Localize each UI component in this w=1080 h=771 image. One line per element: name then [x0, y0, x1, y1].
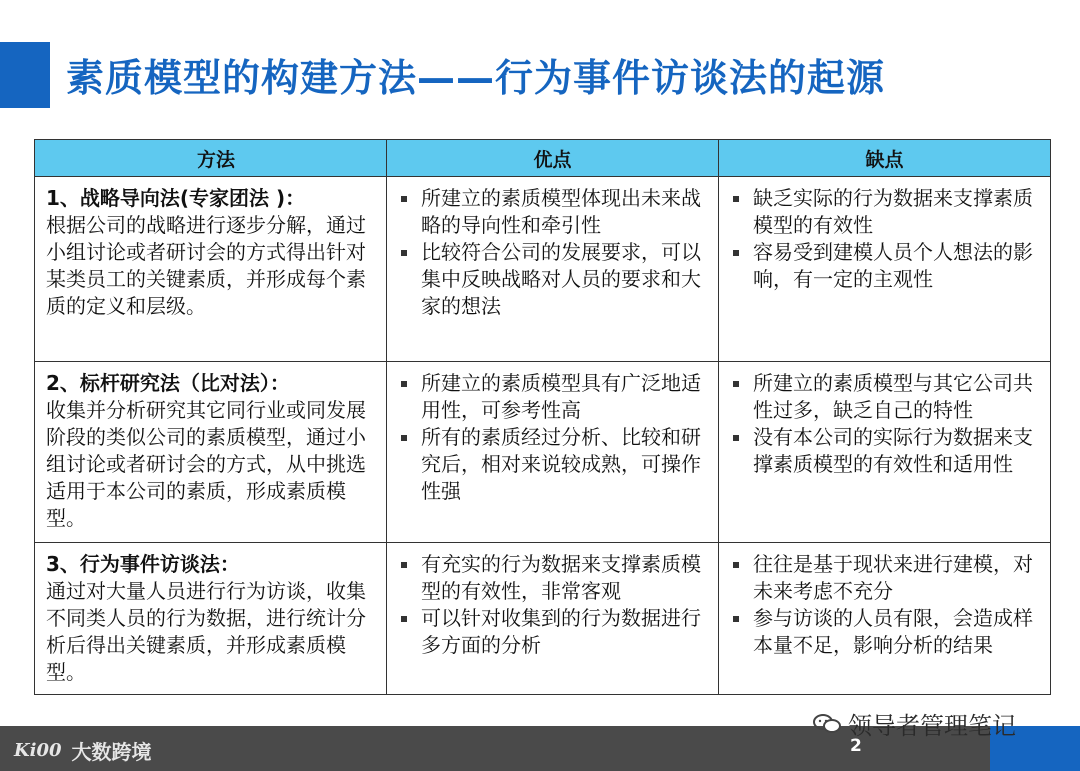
list-item: 容易受到建模人员个人想法的影响，有一定的主观性 [731, 239, 1038, 293]
cons-cell [719, 543, 1051, 695]
list-item: 比较符合公司的发展要求，可以集中反映战略对人员的要求和大家的想法 [399, 239, 706, 320]
list-item: 所建立的素质模型与其它公司共性过多，缺乏自己的特性 [731, 370, 1038, 424]
method-cell [35, 177, 387, 362]
title-accent-bar [0, 42, 50, 108]
page-number: 2 [850, 736, 862, 756]
method-title: 3、行为事件访谈法： [46, 552, 240, 576]
brand-name: 大数跨境 [71, 739, 152, 764]
pros-cell [387, 362, 719, 543]
list-item: 可以针对收集到的行为数据进行多方面的分析 [399, 605, 706, 659]
table-header-row [35, 140, 1051, 177]
list-item: 没有本公司的实际行为数据来支撑素质模型的有效性和适用性 [731, 424, 1038, 478]
list-item: 有充实的行为数据来支撑素质模型的有效性，非常客观 [399, 551, 706, 605]
method-cell [35, 362, 387, 543]
method-description: 根据公司的战略进行逐步分解，通过小组讨论或者研讨会的方式得出针对某类员工的关键素质，并形成每个素质的定义和层级。 [46, 213, 366, 318]
list-item: 参与访谈的人员有限，会造成样本量不足，影响分析的结果 [731, 605, 1038, 659]
cons-cell [719, 362, 1051, 543]
method-title: 1、战略导向法(专家团法 )： [46, 186, 306, 210]
list-item: 所建立的素质模型体现出未来战略的导向性和牵引性 [399, 185, 706, 239]
brand [14, 736, 152, 764]
method-description: 收集并分析研究其它同行业或同发展阶段的类似公司的素质模型，通过小组讨论或者研讨会的方式，从中挑选适用于本公司的素质，形成素质模型。 [46, 398, 366, 530]
method-title: 2、标杆研究法（比对法）： [46, 371, 290, 395]
wechat-icon [812, 713, 842, 735]
watermark-text: 领导者管理笔记 [848, 712, 1016, 740]
list-item: 往往是基于现状来进行建模，对未来考虑不充分 [731, 551, 1038, 605]
cons-cell [719, 177, 1051, 362]
method-description: 通过对大量人员进行行为访谈，收集不同类人员的行为数据，进行统计分析后得出关键素质，并形成素质模型。 [46, 579, 366, 684]
brand-logo-icon: Ki00 [14, 739, 62, 761]
pros-cell [387, 177, 719, 362]
header-pros: 优点 [387, 140, 719, 177]
watermark [812, 706, 1016, 741]
header-method: 方法 [35, 140, 387, 177]
list-item: 所建立的素质模型具有广泛地适用性，可参考性高 [399, 370, 706, 424]
table-row [35, 177, 1051, 362]
list-item: 所有的素质经过分析、比较和研究后，相对来说较成熟，可操作性强 [399, 424, 706, 505]
methods-table [34, 139, 1051, 695]
header-cons: 缺点 [719, 140, 1051, 177]
method-cell [35, 543, 387, 695]
list-item: 缺乏实际的行为数据来支撑素质模型的有效性 [731, 185, 1038, 239]
table-row [35, 543, 1051, 695]
pros-cell [387, 543, 719, 695]
page-title: 素质模型的构建方法——行为事件访谈法的起源 [66, 56, 886, 100]
table-row [35, 362, 1051, 543]
